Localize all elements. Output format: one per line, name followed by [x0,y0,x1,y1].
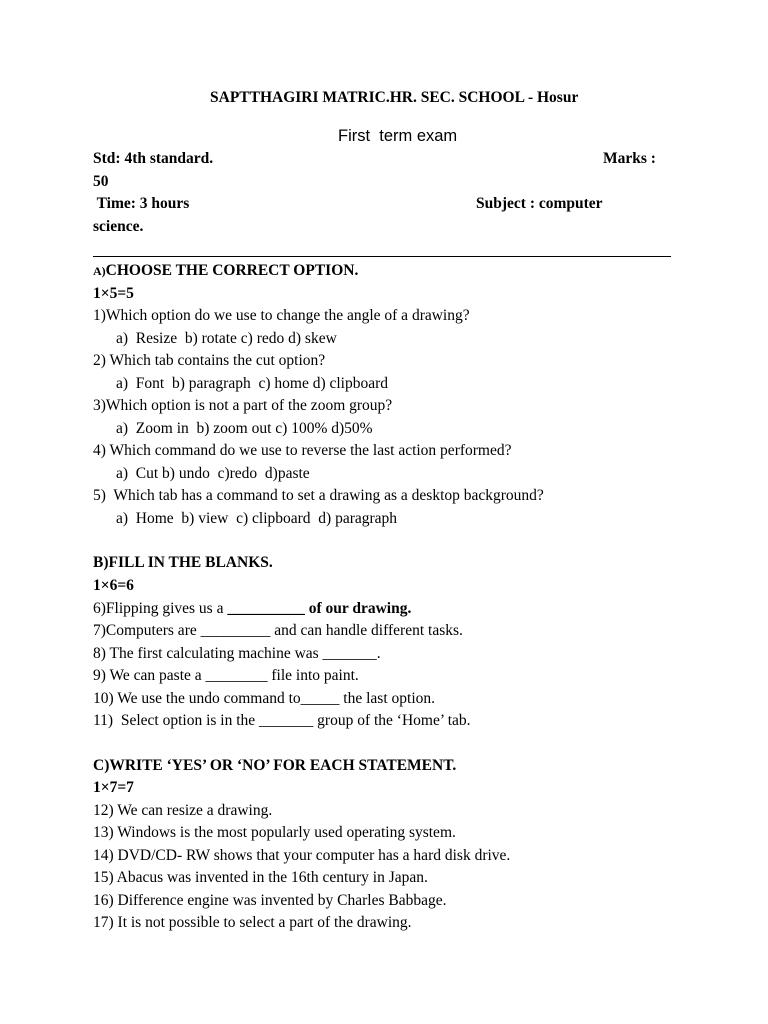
marks-label: Marks : [603,150,656,167]
question-6 [93,599,411,619]
subject-label: Subject : computer [476,195,603,212]
standard: Std: 4th standard. [93,150,214,167]
question-6-end: __________ of our drawing. [227,600,412,617]
question-14: 14) DVD/CD- RW shows that your computer has a hard disk drive. [93,847,511,864]
question-3: 3)Which option is not a part of the zoom group? [93,397,393,414]
section-b-marks: 1×6=6 [93,577,134,594]
exam-time: Time: 3 hours [93,195,190,212]
question-10: 10) We use the undo command to_____ the last option. [93,690,435,707]
question-1-options: a) Resize b) rotate c) redo d) skew [116,330,337,347]
school-name: SAPTTHAGIRI MATRIC.HR. SEC. SCHOOL - Hosur [210,89,579,106]
question-15: 15) Abacus was invented in the 16th century in Japan. [93,869,428,886]
question-12: 12) We can resize a drawing. [93,802,273,819]
question-17: 17) It is not possible to select a part of the drawing. [93,914,412,931]
section-a-heading [93,261,358,281]
question-4-options: a) Cut b) undo c)redo d)paste [116,465,310,482]
question-5-options: a) Home b) view c) clipboard d) paragraph [116,510,398,527]
section-a-title: CHOOSE THE CORRECT OPTION. [105,262,359,279]
exam-title: First term exam [338,127,458,145]
subject-continuation: science. [93,218,144,235]
question-11: 11) Select option is in the _______ group of the ‘Home’ tab. [93,712,471,729]
question-6-start: 6)Flipping gives us a [93,600,228,617]
question-13: 13) Windows is the most popularly used operating system. [93,824,456,841]
question-9: 9) We can paste a ________ file into paint. [93,667,359,684]
marks-value: 50 [93,173,109,190]
section-a-prefix: A) [93,264,106,278]
question-8: 8) The first calculating machine was _______. [93,645,381,662]
question-4: 4) Which command do we use to reverse the last action performed? [93,442,512,459]
question-2-options: a) Font b) paragraph c) home d) clipboard [116,375,389,392]
question-16: 16) Difference engine was invented by Charles Babbage. [93,892,447,909]
question-2: 2) Which tab contains the cut option? [93,352,326,369]
section-c-marks: 1×7=7 [93,779,134,796]
section-c-title: C)WRITE ‘YES’ OR ‘NO’ FOR EACH STATEMENT. [93,757,457,774]
section-a-marks: 1×5=5 [93,285,134,302]
question-3-options: a) Zoom in b) zoom out c) 100% d)50% [116,420,373,437]
question-7: 7)Computers are _________ and can handle different tasks. [93,622,463,639]
question-1: 1)Which option do we use to change the angle of a drawing? [93,307,470,324]
header-divider [93,256,671,257]
section-b-title: B)FILL IN THE BLANKS. [93,554,273,571]
question-5: 5) Which tab has a command to set a drawing as a desktop background? [93,487,544,504]
